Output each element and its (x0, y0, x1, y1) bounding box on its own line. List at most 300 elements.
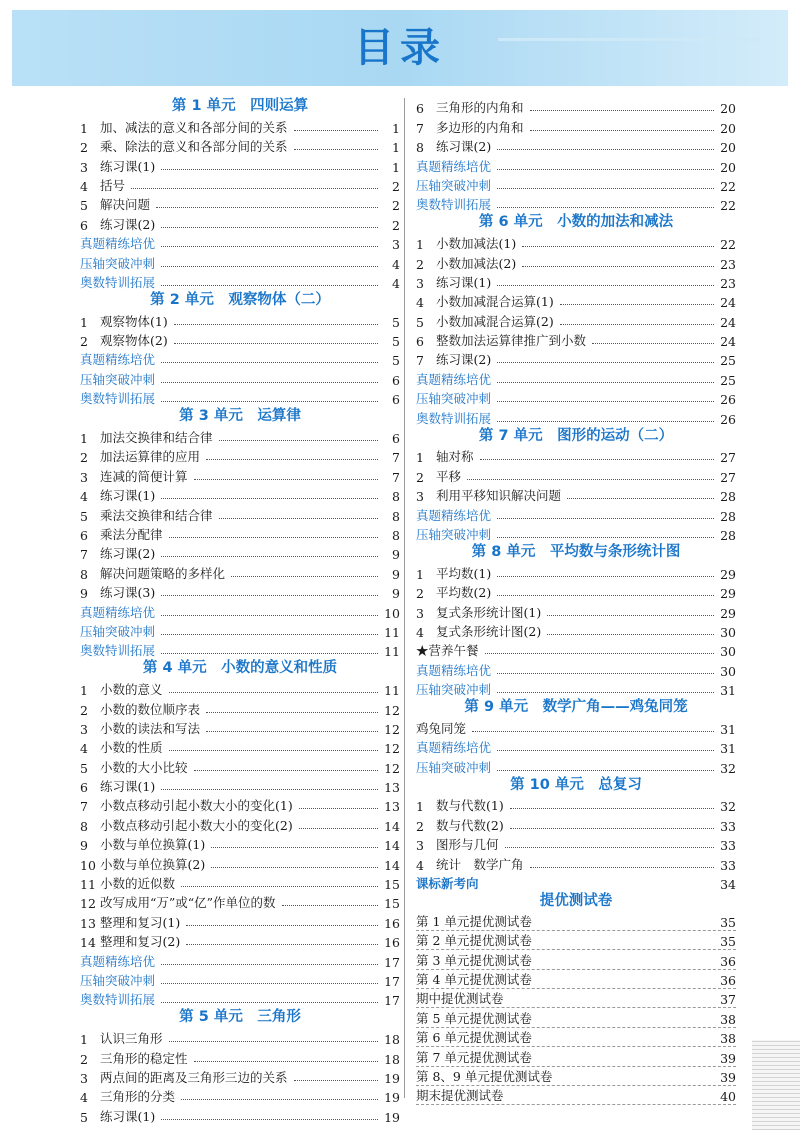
toc-row-page: 5 (392, 334, 400, 350)
toc-right-column (416, 97, 736, 1105)
toc-row[interactable] (80, 213, 400, 232)
toc-row[interactable] (80, 427, 400, 446)
toc-row-page: 28 (720, 508, 736, 524)
dot-leader (211, 847, 378, 848)
toc-row-title: 小数的性质 (100, 740, 163, 756)
toc-row-title: 第 4 单元提优测试卷 (416, 971, 532, 987)
toc-row[interactable] (416, 795, 736, 814)
dot-leader (299, 828, 378, 829)
toc-row[interactable] (80, 931, 400, 950)
unit-header: 提优测试卷 (539, 893, 613, 910)
toc-row-title: 数与代数(1) (436, 798, 504, 814)
dot-leader (219, 440, 378, 441)
dot-leader (294, 1080, 378, 1081)
dot-leader (161, 595, 378, 596)
toc-row-page: 27 (720, 450, 736, 466)
toc-row[interactable] (416, 272, 736, 291)
unit-header: 第 5 单元 三角形 (179, 1009, 301, 1026)
toc-row-title: 三角形的内角和 (436, 100, 524, 116)
toc-row-page: 2 (392, 217, 400, 233)
toc-row-title: 认识三角形 (100, 1031, 163, 1047)
toc-row[interactable] (80, 776, 400, 795)
dot-leader (538, 963, 714, 964)
toc-row[interactable] (416, 330, 736, 349)
dot-leader (497, 673, 714, 674)
dot-leader (480, 459, 714, 460)
toc-row-title: 平均数(2) (436, 585, 492, 601)
toc-row[interactable] (80, 1105, 400, 1124)
dot-leader (497, 518, 714, 519)
toc-row-title: 第 2 单元提优测试卷 (416, 933, 532, 949)
toc-row[interactable] (80, 504, 400, 523)
toc-row-title: 加、减法的意义和各部分间的关系 (100, 119, 288, 135)
toc-row-page: 8 (392, 508, 400, 524)
toc-row-page: 33 (720, 838, 736, 854)
toc-row-number: 6 (80, 217, 88, 233)
toc-row-title: 奥数特训拓展 (80, 992, 156, 1008)
toc-row-title: 练习课(1) (100, 1108, 156, 1124)
toc-section-row[interactable] (416, 368, 736, 387)
dot-leader (156, 207, 378, 208)
toc-section-row[interactable] (80, 368, 400, 387)
toc-section-row[interactable] (80, 950, 400, 969)
dot-leader (538, 943, 714, 944)
toc-section-row[interactable] (80, 621, 400, 640)
toc-row-number: 2 (416, 469, 424, 485)
toc-row[interactable] (80, 446, 400, 465)
toc-row-page: 38 (720, 1011, 736, 1027)
toc-row-page: 39 (720, 1069, 736, 1085)
toc-row[interactable] (80, 698, 400, 717)
dot-leader (497, 692, 714, 693)
dot-leader (497, 382, 714, 383)
toc-row-title: 连减的简便计算 (100, 468, 188, 484)
toc-row-number: 2 (416, 256, 424, 272)
toc-row-page: 5 (392, 353, 400, 369)
toc-row-title: 改写成用“万”或“亿”作单位的数 (100, 895, 276, 911)
dot-leader (538, 1040, 714, 1041)
toc-row-title: 小数加减混合运算(2) (436, 313, 554, 329)
dot-leader (161, 556, 378, 557)
toc-row-title: 鸡兔同笼 (416, 720, 467, 736)
toc-row-title: 压轴突破冲刺 (80, 255, 156, 271)
dot-leader (161, 401, 378, 402)
toc-row[interactable] (80, 911, 400, 930)
dot-leader (282, 905, 378, 906)
toc-row-title: 练习课(2) (100, 216, 156, 232)
toc-row[interactable] (416, 485, 736, 504)
toc-row-page: 28 (720, 527, 736, 543)
toc-row[interactable] (80, 756, 400, 775)
toc-row-title: 小数的近似数 (100, 876, 176, 892)
toc-row-page: 23 (720, 275, 736, 291)
toc-row-title: 乘法分配律 (100, 526, 163, 542)
toc-row-title: 练习课(1) (100, 488, 156, 504)
dot-leader (558, 1079, 714, 1080)
toc-row-title: 练习课(1) (100, 779, 156, 795)
toc-row-page: 22 (720, 178, 736, 194)
toc-row[interactable] (416, 970, 736, 989)
dot-leader (522, 266, 714, 267)
toc-row[interactable] (416, 873, 736, 892)
toc-row-title: 图形与几何 (436, 837, 499, 853)
toc-section-row[interactable] (416, 756, 736, 775)
toc-row-number: 5 (80, 1109, 88, 1125)
toc-row-title: 练习课(1) (436, 274, 492, 290)
toc-row-title: 数与代数(2) (436, 817, 504, 833)
toc-row[interactable] (80, 175, 400, 194)
toc-row-page: 7 (392, 469, 400, 485)
toc-row-page: 1 (392, 120, 400, 136)
toc-row-number: 2 (80, 334, 88, 350)
toc-row-page: 19 (384, 1109, 400, 1125)
toc-row-title: 整理和复习(2) (100, 934, 181, 950)
toc-row-page: 35 (720, 934, 736, 950)
toc-row[interactable] (80, 795, 400, 814)
dot-leader (497, 750, 714, 751)
dot-leader (485, 653, 714, 654)
toc-row-title: 小数与单位换算(2) (100, 856, 206, 872)
toc-section-row[interactable] (416, 155, 736, 174)
dot-leader (510, 828, 714, 829)
toc-row-title: 奥数特训拓展 (80, 391, 156, 407)
toc-section-row[interactable] (416, 175, 736, 194)
toc-row-title: 两点间的距离及三角形三边的关系 (100, 1069, 288, 1085)
toc-row-page: 6 (392, 392, 400, 408)
toc-row[interactable] (416, 1086, 736, 1105)
toc-row-page: 6 (392, 372, 400, 388)
page-title: 目录 (354, 25, 446, 71)
toc-row[interactable] (416, 834, 736, 853)
dot-leader (497, 537, 714, 538)
column-divider (404, 98, 405, 1098)
toc-row[interactable] (80, 194, 400, 213)
dot-leader (560, 324, 714, 325)
dot-leader (510, 1001, 714, 1002)
dot-leader (510, 1098, 714, 1099)
toc-row-title: 课标新考向 (416, 876, 479, 892)
toc-section-row[interactable] (416, 737, 736, 756)
toc-row-title: 压轴突破冲刺 (416, 391, 492, 407)
dot-leader (194, 770, 378, 771)
toc-row-title: 平均数(1) (436, 565, 492, 581)
toc-row-number: 2 (416, 818, 424, 834)
toc-row[interactable] (416, 465, 736, 484)
toc-row-page: 9 (392, 566, 400, 582)
toc-row-page: 14 (384, 838, 400, 854)
toc-row-title: 期末提优测试卷 (416, 1088, 504, 1104)
toc-row[interactable] (416, 814, 736, 833)
toc-row-title: 练习课(3) (100, 585, 156, 601)
toc-row-number: 2 (416, 586, 424, 602)
toc-row[interactable] (80, 853, 400, 872)
toc-row-number: 2 (80, 702, 88, 718)
dot-leader (206, 731, 378, 732)
toc-section-row[interactable] (416, 659, 736, 678)
toc-row-title: 压轴突破冲刺 (80, 371, 156, 387)
toc-row-number: 4 (80, 489, 88, 505)
toc-row-page: 39 (720, 1050, 736, 1066)
dot-leader (186, 944, 378, 945)
toc-row-page: 11 (384, 644, 400, 660)
toc-section-row[interactable] (80, 388, 400, 407)
dot-leader (497, 401, 714, 402)
toc-row[interactable] (80, 1086, 400, 1105)
toc-row[interactable] (80, 116, 400, 135)
toc-row-page: 40 (720, 1089, 736, 1105)
toc-row[interactable] (416, 1067, 736, 1086)
toc-row-page: 15 (384, 877, 400, 893)
toc-row-number: 3 (80, 721, 88, 737)
unit-header: 第 9 单元 数学广角——鸡兔同笼 (464, 699, 688, 716)
dot-leader (194, 1061, 378, 1062)
toc-row[interactable] (416, 116, 736, 135)
page-edge-texture (752, 1040, 800, 1130)
toc-row-title: 压轴突破冲刺 (80, 623, 156, 639)
toc-row-number: 3 (80, 1070, 88, 1086)
toc-row[interactable] (416, 601, 736, 620)
toc-row[interactable] (416, 931, 736, 950)
toc-row[interactable] (80, 892, 400, 911)
dot-leader (510, 808, 714, 809)
toc-row-page: 38 (720, 1031, 736, 1047)
toc-row[interactable] (416, 1047, 736, 1066)
toc-row[interactable] (416, 97, 736, 116)
unit-header: 第 8 单元 平均数与条形统计图 (471, 543, 681, 560)
toc-row-title: 真题精练培优 (416, 662, 492, 678)
toc-section-row[interactable] (416, 407, 736, 426)
toc-row-page: 18 (384, 1032, 400, 1048)
toc-section-row[interactable] (80, 272, 400, 291)
toc-row-number: 3 (416, 275, 424, 291)
toc-row[interactable] (80, 465, 400, 484)
toc-section-row[interactable] (416, 524, 736, 543)
unit-header: 第 1 单元 四则运算 (171, 98, 309, 114)
toc-row-title: 统计 数学广角 (436, 856, 524, 872)
toc-section-row[interactable] (416, 504, 736, 523)
toc-row-page: 9 (392, 547, 400, 563)
toc-row[interactable] (80, 582, 400, 601)
dot-leader (169, 750, 378, 751)
toc-section-row[interactable] (80, 989, 400, 1008)
unit-header: 第 7 单元 图形的运动（二） (478, 427, 674, 444)
dot-leader (497, 770, 714, 771)
toc-row[interactable] (80, 814, 400, 833)
toc-row[interactable] (416, 911, 736, 930)
toc-row-number: 3 (416, 605, 424, 621)
toc-row-page: 30 (720, 624, 736, 640)
dot-leader (169, 537, 378, 538)
toc-row-title: 压轴突破冲刺 (416, 682, 492, 698)
toc-row[interactable] (416, 640, 736, 659)
toc-row[interactable] (416, 989, 736, 1008)
dot-leader (161, 227, 378, 228)
toc-row[interactable] (80, 834, 400, 853)
toc-row-title: 乘法交换律和结合律 (100, 507, 213, 523)
toc-row[interactable] (416, 853, 736, 872)
toc-row[interactable] (80, 737, 400, 756)
toc-row-page: 16 (384, 935, 400, 951)
toc-row[interactable] (80, 679, 400, 698)
toc-row[interactable] (80, 485, 400, 504)
toc-row-number: 8 (80, 566, 88, 582)
dot-leader (231, 576, 378, 577)
toc-row-page: 10 (384, 605, 400, 621)
toc-row-page: 22 (720, 198, 736, 214)
toc-row-number: 2 (80, 140, 88, 156)
toc-row-page: 20 (720, 120, 736, 136)
dot-leader (497, 188, 714, 189)
toc-row-number: 6 (416, 334, 424, 350)
toc-row[interactable] (416, 446, 736, 465)
toc-row-title: 奥数特训拓展 (80, 274, 156, 290)
toc-left-column (80, 97, 400, 1125)
toc-row-number: 4 (416, 295, 424, 311)
toc-row-page: 4 (392, 256, 400, 272)
toc-row-page: 31 (720, 741, 736, 757)
dot-leader (161, 246, 378, 247)
dot-leader (560, 304, 714, 305)
toc-row-title: 第 7 单元提优测试卷 (416, 1049, 532, 1065)
dot-leader (211, 867, 378, 868)
toc-row[interactable] (416, 233, 736, 252)
toc-row[interactable] (80, 310, 400, 329)
dot-leader (567, 498, 714, 499)
dot-leader (206, 459, 378, 460)
toc-row-title: 第 5 单元提优测试卷 (416, 1010, 532, 1026)
unit-header: 第 6 单元 小数的加法和减法 (478, 214, 674, 231)
toc-row-title: 第 1 单元提优测试卷 (416, 913, 532, 929)
toc-row-title: 三角形的稳定性 (100, 1050, 188, 1066)
toc-row-title: 复式条形统计图(1) (436, 604, 542, 620)
toc-row[interactable] (80, 873, 400, 892)
toc-row-number: 1 (80, 314, 88, 330)
toc-row[interactable] (416, 562, 736, 581)
toc-section-row[interactable] (80, 233, 400, 252)
toc-row-title: 解决问题策略的多样化 (100, 565, 226, 581)
toc-row-number: 8 (80, 818, 88, 834)
toc-row-title: 轴对称 (436, 449, 474, 465)
toc-row-page: 24 (720, 314, 736, 330)
toc-section-row[interactable] (416, 679, 736, 698)
toc-row[interactable] (416, 621, 736, 640)
toc-row-number: 2 (80, 450, 88, 466)
toc-row[interactable] (80, 543, 400, 562)
dot-leader (299, 808, 378, 809)
toc-row-title: 练习课(2) (100, 546, 156, 562)
toc-row-page: 2 (392, 178, 400, 194)
toc-row-number: 1 (80, 431, 88, 447)
toc-section-row[interactable] (416, 194, 736, 213)
toc-row-page: 18 (384, 1051, 400, 1067)
toc-row-page: 35 (720, 914, 736, 930)
toc-section-row[interactable] (80, 349, 400, 368)
toc-row-page: 11 (384, 683, 400, 699)
toc-row[interactable] (80, 1067, 400, 1086)
dot-leader (294, 130, 378, 131)
toc-row-number: 1 (80, 120, 88, 136)
toc-row-number: 6 (80, 527, 88, 543)
toc-row-page: 7 (392, 450, 400, 466)
toc-row-page: 12 (384, 760, 400, 776)
dot-leader (161, 362, 378, 363)
toc-row-number: 3 (80, 159, 88, 175)
toc-row-title: 小数的读法和写法 (100, 720, 201, 736)
toc-row-title: 压轴突破冲刺 (80, 972, 156, 988)
toc-row-page: 37 (720, 992, 736, 1008)
toc-row-title: 真题精练培优 (80, 236, 156, 252)
toc-row-title: 第 6 单元提优测试卷 (416, 1030, 532, 1046)
toc-row[interactable] (80, 1047, 400, 1066)
dot-leader (174, 324, 378, 325)
toc-row[interactable] (80, 155, 400, 174)
dot-leader (161, 285, 378, 286)
toc-row[interactable] (80, 718, 400, 737)
toc-row-title: 奥数特训拓展 (416, 197, 492, 213)
toc-section-row[interactable] (80, 970, 400, 989)
dot-leader (530, 867, 714, 868)
toc-row-number: 3 (416, 838, 424, 854)
toc-row[interactable] (80, 330, 400, 349)
toc-row[interactable] (416, 950, 736, 969)
toc-row-title: 第 3 单元提优测试卷 (416, 952, 532, 968)
toc-row[interactable] (80, 524, 400, 543)
dot-leader (161, 169, 378, 170)
toc-row-page: 11 (384, 624, 400, 640)
dot-leader (161, 653, 378, 654)
toc-row[interactable] (80, 1028, 400, 1047)
toc-row[interactable] (416, 1008, 736, 1027)
toc-row[interactable] (416, 349, 736, 368)
unit-header: 第 3 单元 运算律 (179, 408, 301, 425)
toc-row[interactable] (416, 1028, 736, 1047)
toc-row-title: 复式条形统计图(2) (436, 623, 542, 639)
toc-section-row[interactable] (416, 388, 736, 407)
toc-row-number: 6 (416, 101, 424, 117)
toc-row-number: 7 (80, 547, 88, 563)
dot-leader (161, 634, 378, 635)
toc-row-number: 9 (80, 838, 88, 854)
dot-leader (467, 479, 714, 480)
dot-leader (161, 1002, 378, 1003)
toc-row-page: 26 (720, 392, 736, 408)
toc-row-page: 23 (720, 256, 736, 272)
toc-row-title: 真题精练培优 (80, 352, 156, 368)
toc-row[interactable] (416, 718, 736, 737)
dot-leader (538, 1021, 714, 1022)
dot-leader (174, 343, 378, 344)
toc-row[interactable] (416, 252, 736, 271)
toc-section-row[interactable] (80, 252, 400, 271)
toc-section-row[interactable] (80, 640, 400, 659)
toc-row-number: 7 (80, 799, 88, 815)
toc-row-page: 30 (720, 644, 736, 660)
toc-row-page: 19 (384, 1070, 400, 1086)
dot-leader (161, 964, 378, 965)
toc-section-row[interactable] (80, 601, 400, 620)
toc-row[interactable] (416, 136, 736, 155)
toc-row[interactable] (80, 562, 400, 581)
toc-row[interactable] (80, 136, 400, 155)
toc-row-number: 1 (416, 799, 424, 815)
toc-row-page: 29 (720, 605, 736, 621)
toc-row[interactable] (416, 310, 736, 329)
toc-row[interactable] (416, 291, 736, 310)
toc-row[interactable] (416, 582, 736, 601)
toc-row-page: 12 (384, 702, 400, 718)
toc-row-title: 多边形的内角和 (436, 119, 524, 135)
dot-leader (219, 518, 378, 519)
